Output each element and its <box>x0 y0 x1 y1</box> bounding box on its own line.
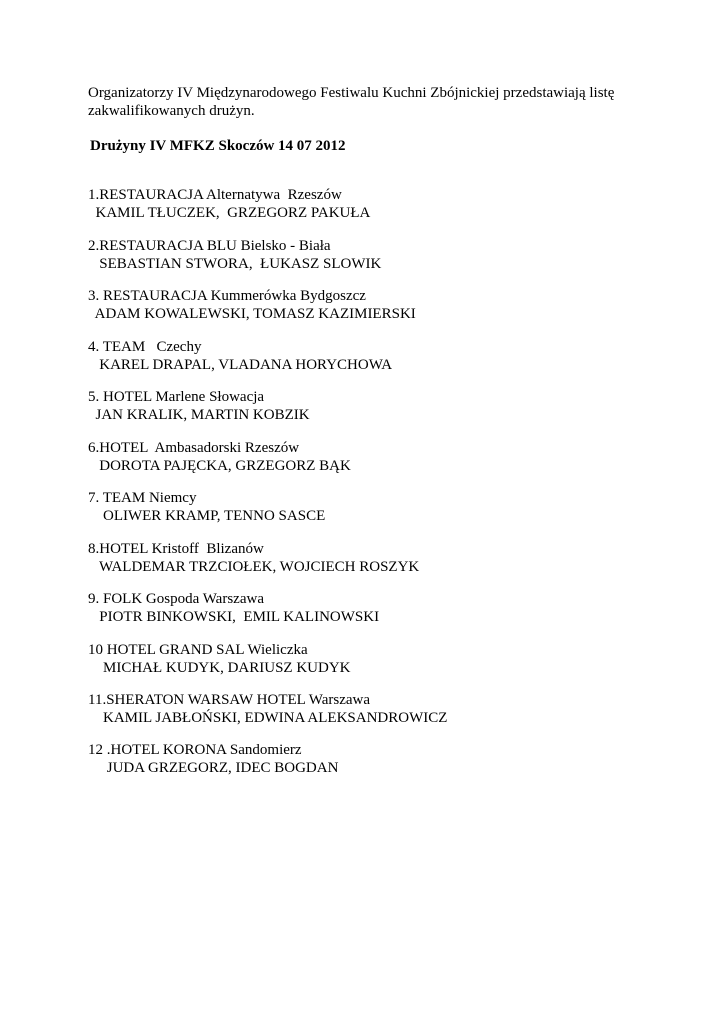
intro-paragraph <box>88 84 648 120</box>
team-members: PIOTR BINKOWSKI, EMIL KALINOWSKI <box>88 609 380 625</box>
team-name: 7. TEAM Niemcy <box>88 490 197 506</box>
team-entry-5 <box>88 388 310 424</box>
team-members: KAMIL TŁUCZEK, GRZEGORZ PAKUŁA <box>88 205 371 221</box>
team-members: ADAM KOWALEWSKI, TOMASZ KAZIMIERSKI <box>88 306 416 322</box>
team-entry-11 <box>88 691 447 727</box>
team-entry-8 <box>88 540 419 576</box>
team-name: 12 .HOTEL KORONA Sandomierz <box>88 742 302 758</box>
intro-line-2: zakwalifikowanych drużyn. <box>88 103 255 119</box>
intro-line-1: Organizatorzy IV Międzynarodowego Festiwalu Kuchni Zbójnickiej przedstawiają listę <box>88 85 615 101</box>
team-name: 3. RESTAURACJA Kummerówka Bydgoszcz <box>88 288 366 304</box>
team-entry-6 <box>88 439 351 475</box>
team-name: 9. FOLK Gospoda Warszawa <box>88 591 264 607</box>
team-entry-10 <box>88 641 351 677</box>
team-name: 1.RESTAURACJA Alternatywa Rzeszów <box>88 187 342 203</box>
team-name: 6.HOTEL Ambasadorski Rzeszów <box>88 440 300 456</box>
team-entry-4 <box>88 338 392 374</box>
team-members: KAMIL JABŁOŃSKI, EDWINA ALEKSANDROWICZ <box>88 710 448 726</box>
team-name: 11.SHERATON WARSAW HOTEL Warszawa <box>88 692 371 708</box>
team-name: 10 HOTEL GRAND SAL Wieliczka <box>88 642 308 658</box>
team-entry-2 <box>88 237 381 273</box>
team-members: JUDA GRZEGORZ, IDEC BOGDAN <box>88 760 339 776</box>
team-members: OLIWER KRAMP, TENNO SASCE <box>88 508 326 524</box>
team-members: KAREL DRAPAL, VLADANA HORYCHOWA <box>88 357 393 373</box>
team-members: SEBASTIAN STWORA, ŁUKASZ SLOWIK <box>88 256 382 272</box>
team-name: 5. HOTEL Marlene Słowacja <box>88 389 265 405</box>
team-name: 4. TEAM Czechy <box>88 339 202 355</box>
team-entry-9 <box>88 590 379 626</box>
team-members: JAN KRALIK, MARTIN KOBZIK <box>88 407 310 423</box>
team-entry-1 <box>88 186 370 222</box>
team-members: WALDEMAR TRZCIOŁEK, WOJCIECH ROSZYK <box>88 559 420 575</box>
team-members: MICHAŁ KUDYK, DARIUSZ KUDYK <box>88 660 351 676</box>
team-name: 2.RESTAURACJA BLU Bielsko - Biała <box>88 238 331 254</box>
team-name: 8.HOTEL Kristoff Blizanów <box>88 541 264 557</box>
document-heading: Drużyny IV MFKZ Skoczów 14 07 2012 <box>90 138 346 154</box>
team-members: DOROTA PAJĘCKA, GRZEGORZ BĄK <box>88 458 351 474</box>
team-entry-7 <box>88 489 325 525</box>
team-entry-12 <box>88 741 338 777</box>
team-entry-3 <box>88 287 416 323</box>
